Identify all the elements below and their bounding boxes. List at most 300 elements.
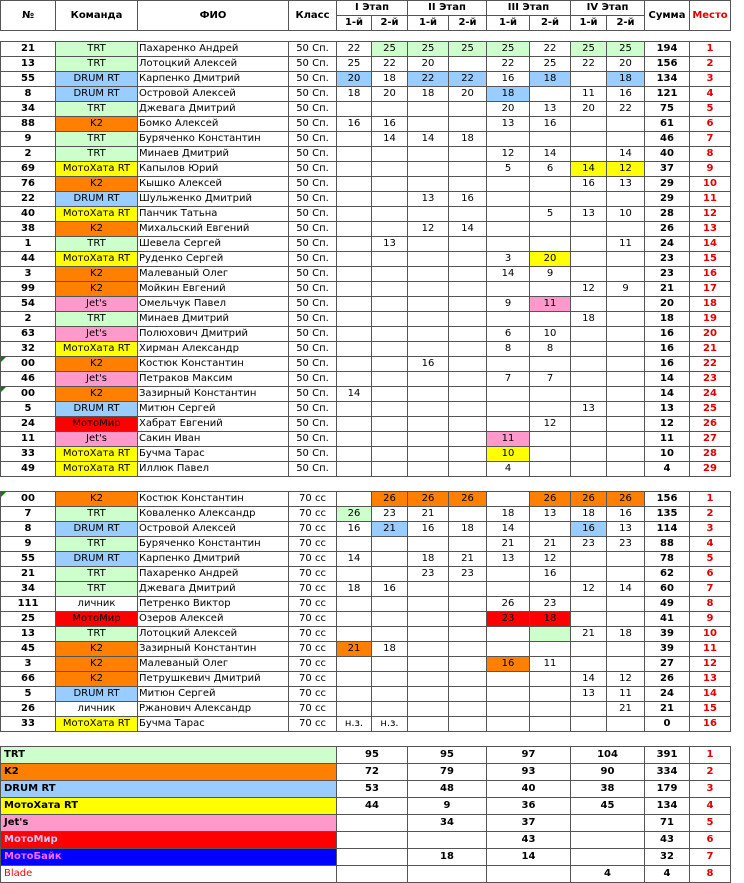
heat-score[interactable]: 12 <box>487 147 530 162</box>
rider-sum[interactable]: 75 <box>645 102 690 117</box>
heat-score[interactable]: 14 <box>571 162 607 177</box>
rider-sum[interactable]: 20 <box>645 297 690 312</box>
rider-place[interactable]: 15 <box>690 252 731 267</box>
heat-score[interactable] <box>607 402 645 417</box>
rider-sum[interactable]: 62 <box>645 567 690 582</box>
rider-team[interactable]: DRUM RT <box>56 72 138 87</box>
heat-score[interactable]: 21 <box>607 702 645 717</box>
rider-sum[interactable]: 24 <box>645 687 690 702</box>
heat-score[interactable]: 20 <box>372 87 408 102</box>
team-stage-total[interactable]: 14 <box>487 849 571 866</box>
rider-sum[interactable]: 18 <box>645 312 690 327</box>
heat-score[interactable] <box>571 717 607 732</box>
team-stage-total[interactable]: 4 <box>571 866 645 883</box>
heat-score[interactable]: 18 <box>372 642 408 657</box>
rider-sum[interactable]: 12 <box>645 417 690 432</box>
heat-score[interactable]: 16 <box>449 192 487 207</box>
rider-number[interactable]: 55 <box>1 72 56 87</box>
team-stage-total[interactable] <box>408 866 487 883</box>
rider-class[interactable]: 70 cc <box>289 657 337 672</box>
heat-score[interactable] <box>449 642 487 657</box>
rider-sum[interactable]: 134 <box>645 72 690 87</box>
heat-score[interactable] <box>530 357 571 372</box>
team-stage-total[interactable]: 36 <box>487 798 571 815</box>
rider-sum[interactable]: 78 <box>645 552 690 567</box>
rider-place[interactable]: 3 <box>690 522 731 537</box>
heat-score[interactable] <box>449 252 487 267</box>
heat-score[interactable]: 14 <box>487 267 530 282</box>
heat-score[interactable] <box>408 102 449 117</box>
heat-score[interactable] <box>571 117 607 132</box>
heat-score[interactable] <box>337 252 372 267</box>
heat-score[interactable]: 23 <box>607 537 645 552</box>
heat-score[interactable]: 16 <box>408 522 449 537</box>
rider-class[interactable]: 50 Сп. <box>289 327 337 342</box>
rider-class[interactable]: 50 Сп. <box>289 372 337 387</box>
heat-score[interactable] <box>449 717 487 732</box>
heat-score[interactable] <box>530 177 571 192</box>
heat-score[interactable]: 26 <box>607 492 645 507</box>
heat-score[interactable]: 16 <box>337 522 372 537</box>
heat-score[interactable]: 20 <box>487 102 530 117</box>
rider-number[interactable]: 13 <box>1 627 56 642</box>
heat-score[interactable]: 11 <box>530 297 571 312</box>
heat-score[interactable]: 13 <box>607 522 645 537</box>
heat-score[interactable] <box>449 462 487 477</box>
heat-score[interactable] <box>530 282 571 297</box>
heat-score[interactable] <box>449 117 487 132</box>
heat-score[interactable]: 13 <box>487 117 530 132</box>
heat-score[interactable] <box>571 417 607 432</box>
heat-score[interactable] <box>607 717 645 732</box>
heat-score[interactable]: 6 <box>487 327 530 342</box>
rider-number[interactable]: 34 <box>1 102 56 117</box>
rider-name[interactable]: Джевага Дмитрий <box>138 582 289 597</box>
heat-score[interactable]: 14 <box>408 132 449 147</box>
heat-score[interactable]: 12 <box>571 282 607 297</box>
heat-score[interactable]: 18 <box>607 627 645 642</box>
heat-score[interactable] <box>372 657 408 672</box>
heat-score[interactable]: 26 <box>372 492 408 507</box>
heat-score[interactable] <box>337 687 372 702</box>
rider-class[interactable]: 50 Сп. <box>289 267 337 282</box>
rider-place[interactable]: 9 <box>690 612 731 627</box>
heat-score[interactable]: 12 <box>530 417 571 432</box>
heat-score[interactable] <box>337 192 372 207</box>
heat-score[interactable] <box>487 177 530 192</box>
rider-sum[interactable]: 46 <box>645 132 690 147</box>
rider-team[interactable]: K2 <box>56 267 138 282</box>
rider-name[interactable]: Зазирный Константин <box>138 642 289 657</box>
rider-class[interactable]: 50 Сп. <box>289 417 337 432</box>
team-total-sum[interactable]: 179 <box>645 781 690 798</box>
heat-score[interactable] <box>449 372 487 387</box>
rider-number[interactable]: 76 <box>1 177 56 192</box>
heat-score[interactable] <box>408 237 449 252</box>
rider-name[interactable]: Коваленко Александр <box>138 507 289 522</box>
rider-team[interactable]: личник <box>56 702 138 717</box>
heat-score[interactable]: 18 <box>487 507 530 522</box>
team-total-name[interactable]: DRUM RT <box>1 781 337 798</box>
rider-place[interactable]: 14 <box>690 237 731 252</box>
rider-number[interactable]: 66 <box>1 672 56 687</box>
heat-score[interactable] <box>487 717 530 732</box>
rider-name[interactable]: Петренко Виктор <box>138 597 289 612</box>
heat-score[interactable]: 5 <box>530 207 571 222</box>
heat-score[interactable] <box>571 327 607 342</box>
heat-score[interactable] <box>449 417 487 432</box>
rider-name[interactable]: Карпенко Дмитрий <box>138 552 289 567</box>
rider-sum[interactable]: 0 <box>645 717 690 732</box>
rider-class[interactable]: 50 Сп. <box>289 282 337 297</box>
rider-name[interactable]: Озеров Алексей <box>138 612 289 627</box>
heat-score[interactable] <box>372 357 408 372</box>
heat-score[interactable] <box>408 207 449 222</box>
team-total-sum[interactable]: 391 <box>645 747 690 764</box>
rider-number[interactable]: 24 <box>1 417 56 432</box>
team-total-place[interactable]: 1 <box>690 747 731 764</box>
rider-name[interactable]: Петрушкевич Дмитрий <box>138 672 289 687</box>
rider-sum[interactable]: 114 <box>645 522 690 537</box>
heat-score[interactable] <box>607 432 645 447</box>
rider-class[interactable]: 70 cc <box>289 597 337 612</box>
heat-score[interactable]: 23 <box>408 567 449 582</box>
heat-score[interactable]: 21 <box>487 537 530 552</box>
rider-team[interactable]: МотоХата RT <box>56 462 138 477</box>
team-stage-total[interactable] <box>571 832 645 849</box>
heat-score[interactable]: 13 <box>372 237 408 252</box>
heat-score[interactable]: 26 <box>530 492 571 507</box>
heat-score[interactable] <box>530 627 571 642</box>
heat-score[interactable]: 12 <box>607 672 645 687</box>
rider-sum[interactable]: 13 <box>645 402 690 417</box>
rider-class[interactable]: 70 cc <box>289 642 337 657</box>
heat-score[interactable] <box>408 282 449 297</box>
heat-score[interactable] <box>337 612 372 627</box>
heat-score[interactable] <box>530 402 571 417</box>
rider-sum[interactable]: 194 <box>645 42 690 57</box>
team-total-name[interactable]: TRT <box>1 747 337 764</box>
rider-team[interactable]: TRT <box>56 537 138 552</box>
heat-score[interactable] <box>337 672 372 687</box>
rider-team[interactable]: TRT <box>56 507 138 522</box>
rider-place[interactable]: 3 <box>690 72 731 87</box>
heat-score[interactable] <box>408 447 449 462</box>
heat-score[interactable]: 23 <box>449 567 487 582</box>
rider-number[interactable]: 1 <box>1 237 56 252</box>
heat-score[interactable] <box>487 357 530 372</box>
rider-name[interactable]: Буряченко Константин <box>138 132 289 147</box>
heat-score[interactable] <box>408 582 449 597</box>
heat-score[interactable] <box>408 597 449 612</box>
rider-team[interactable]: МотоХата RT <box>56 717 138 732</box>
heat-score[interactable] <box>530 642 571 657</box>
rider-team[interactable]: МотоХата RT <box>56 447 138 462</box>
heat-score[interactable] <box>337 147 372 162</box>
rider-class[interactable]: 50 Сп. <box>289 177 337 192</box>
rider-class[interactable]: 70 cc <box>289 627 337 642</box>
heat-score[interactable]: 20 <box>449 87 487 102</box>
team-total-name[interactable]: МотоМир <box>1 832 337 849</box>
rider-number[interactable]: 44 <box>1 252 56 267</box>
heat-score[interactable]: 26 <box>571 492 607 507</box>
heat-score[interactable] <box>337 102 372 117</box>
rider-sum[interactable]: 29 <box>645 177 690 192</box>
heat-score[interactable] <box>607 312 645 327</box>
heat-score[interactable]: 21 <box>337 642 372 657</box>
team-total-name[interactable]: МотоХата RT <box>1 798 337 815</box>
rider-name[interactable]: Островой Алексей <box>138 522 289 537</box>
rider-place[interactable]: 18 <box>690 297 731 312</box>
rider-place[interactable]: 27 <box>690 432 731 447</box>
rider-team[interactable]: K2 <box>56 222 138 237</box>
rider-sum[interactable]: 29 <box>645 192 690 207</box>
rider-team[interactable]: TRT <box>56 42 138 57</box>
heat-score[interactable]: 12 <box>571 582 607 597</box>
rider-number[interactable]: 45 <box>1 642 56 657</box>
heat-score[interactable]: 18 <box>487 87 530 102</box>
heat-score[interactable] <box>372 177 408 192</box>
heat-score[interactable] <box>372 252 408 267</box>
rider-number[interactable]: 00 <box>1 387 56 402</box>
rider-number[interactable]: 111 <box>1 597 56 612</box>
rider-number[interactable]: 99 <box>1 282 56 297</box>
rider-name[interactable]: Полюхович Дмитрий <box>138 327 289 342</box>
heat-score[interactable] <box>408 147 449 162</box>
rider-sum[interactable]: 16 <box>645 342 690 357</box>
rider-sum[interactable]: 10 <box>645 447 690 462</box>
heat-score[interactable] <box>449 162 487 177</box>
rider-place[interactable]: 25 <box>690 402 731 417</box>
rider-name[interactable]: Омельчук Павел <box>138 297 289 312</box>
heat-score[interactable] <box>337 327 372 342</box>
heat-score[interactable] <box>487 282 530 297</box>
heat-score[interactable] <box>571 297 607 312</box>
heat-score[interactable] <box>449 582 487 597</box>
heat-score[interactable]: 6 <box>530 162 571 177</box>
heat-score[interactable] <box>449 702 487 717</box>
heat-score[interactable] <box>337 372 372 387</box>
heat-score[interactable]: 22 <box>449 72 487 87</box>
heat-score[interactable] <box>449 687 487 702</box>
heat-score[interactable] <box>408 417 449 432</box>
rider-place[interactable]: 4 <box>690 87 731 102</box>
heat-score[interactable] <box>607 372 645 387</box>
team-stage-total[interactable] <box>337 815 408 832</box>
heat-score[interactable] <box>449 57 487 72</box>
rider-class[interactable]: 50 Сп. <box>289 462 337 477</box>
team-total-sum[interactable]: 134 <box>645 798 690 815</box>
heat-score[interactable]: 14 <box>530 147 571 162</box>
heat-score[interactable]: 16 <box>487 72 530 87</box>
rider-sum[interactable]: 37 <box>645 162 690 177</box>
rider-name[interactable]: Михальский Евгений <box>138 222 289 237</box>
heat-score[interactable] <box>449 387 487 402</box>
heat-score[interactable] <box>487 132 530 147</box>
rider-number[interactable]: 54 <box>1 297 56 312</box>
heat-score[interactable] <box>408 387 449 402</box>
heat-score[interactable] <box>372 612 408 627</box>
heat-score[interactable] <box>337 177 372 192</box>
heat-score[interactable] <box>449 177 487 192</box>
heat-score[interactable]: 10 <box>530 327 571 342</box>
team-stage-total[interactable]: 48 <box>408 781 487 798</box>
heat-score[interactable] <box>530 687 571 702</box>
rider-team[interactable]: МотоХата RT <box>56 207 138 222</box>
rider-place[interactable]: 7 <box>690 132 731 147</box>
rider-place[interactable]: 24 <box>690 387 731 402</box>
heat-score[interactable] <box>408 267 449 282</box>
heat-score[interactable]: 10 <box>607 207 645 222</box>
heat-score[interactable]: 13 <box>571 207 607 222</box>
heat-score[interactable]: 11 <box>607 237 645 252</box>
rider-sum[interactable]: 39 <box>645 642 690 657</box>
team-stage-total[interactable]: 37 <box>487 815 571 832</box>
heat-score[interactable] <box>449 327 487 342</box>
rider-place[interactable]: 7 <box>690 582 731 597</box>
heat-score[interactable] <box>372 702 408 717</box>
heat-score[interactable]: 9 <box>607 282 645 297</box>
heat-score[interactable] <box>408 687 449 702</box>
team-total-place[interactable]: 5 <box>690 815 731 832</box>
rider-place[interactable]: 20 <box>690 327 731 342</box>
heat-score[interactable] <box>372 417 408 432</box>
heat-score[interactable] <box>571 252 607 267</box>
rider-name[interactable]: Панчик Татьна <box>138 207 289 222</box>
heat-score[interactable]: 20 <box>408 57 449 72</box>
heat-score[interactable] <box>372 537 408 552</box>
heat-score[interactable]: 18 <box>530 612 571 627</box>
rider-place[interactable]: 23 <box>690 372 731 387</box>
heat-score[interactable] <box>337 627 372 642</box>
rider-sum[interactable]: 16 <box>645 357 690 372</box>
heat-score[interactable]: 16 <box>530 117 571 132</box>
heat-score[interactable] <box>372 447 408 462</box>
heat-score[interactable]: 23 <box>530 597 571 612</box>
team-total-name[interactable]: Jet's <box>1 815 337 832</box>
heat-score[interactable]: н.з. <box>372 717 408 732</box>
heat-score[interactable] <box>607 657 645 672</box>
heat-score[interactable] <box>449 282 487 297</box>
rider-sum[interactable]: 11 <box>645 432 690 447</box>
rider-name[interactable]: Хирман Александр <box>138 342 289 357</box>
heat-score[interactable] <box>408 672 449 687</box>
heat-score[interactable] <box>449 507 487 522</box>
heat-score[interactable]: 18 <box>449 522 487 537</box>
heat-score[interactable]: 14 <box>337 387 372 402</box>
rider-place[interactable]: 1 <box>690 42 731 57</box>
heat-score[interactable] <box>337 297 372 312</box>
heat-score[interactable] <box>408 717 449 732</box>
heat-score[interactable] <box>607 342 645 357</box>
heat-score[interactable]: 22 <box>571 57 607 72</box>
rider-name[interactable]: Костюк Константин <box>138 492 289 507</box>
rider-name[interactable]: Иллюк Павел <box>138 462 289 477</box>
heat-score[interactable]: 25 <box>337 57 372 72</box>
rider-team[interactable]: Jet's <box>56 372 138 387</box>
team-stage-total[interactable] <box>487 866 571 883</box>
heat-score[interactable] <box>487 702 530 717</box>
heat-score[interactable] <box>487 207 530 222</box>
heat-score[interactable] <box>449 102 487 117</box>
rider-place[interactable]: 11 <box>690 192 731 207</box>
heat-score[interactable] <box>571 192 607 207</box>
rider-number[interactable]: 2 <box>1 147 56 162</box>
rider-team[interactable]: TRT <box>56 312 138 327</box>
heat-score[interactable] <box>607 327 645 342</box>
heat-score[interactable] <box>449 657 487 672</box>
team-stage-total[interactable]: 95 <box>408 747 487 764</box>
rider-class[interactable]: 70 cc <box>289 717 337 732</box>
rider-team[interactable]: K2 <box>56 657 138 672</box>
heat-score[interactable]: 22 <box>487 57 530 72</box>
rider-team[interactable]: Jet's <box>56 297 138 312</box>
team-stage-total[interactable]: 79 <box>408 764 487 781</box>
heat-score[interactable]: 23 <box>372 507 408 522</box>
team-stage-total[interactable]: 38 <box>571 781 645 798</box>
rider-class[interactable]: 50 Сп. <box>289 252 337 267</box>
rider-place[interactable]: 17 <box>690 282 731 297</box>
rider-team[interactable]: личник <box>56 597 138 612</box>
heat-score[interactable]: 21 <box>449 552 487 567</box>
heat-score[interactable] <box>372 387 408 402</box>
rider-team[interactable]: K2 <box>56 282 138 297</box>
heat-score[interactable] <box>337 342 372 357</box>
rider-place[interactable]: 22 <box>690 357 731 372</box>
team-total-place[interactable]: 7 <box>690 849 731 866</box>
rider-sum[interactable]: 23 <box>645 252 690 267</box>
heat-score[interactable]: 5 <box>487 162 530 177</box>
rider-place[interactable]: 19 <box>690 312 731 327</box>
rider-name[interactable]: Капылов Юрий <box>138 162 289 177</box>
rider-name[interactable]: Буряченко Константин <box>138 537 289 552</box>
heat-score[interactable]: 16 <box>530 567 571 582</box>
team-stage-total[interactable]: 45 <box>571 798 645 815</box>
rider-sum[interactable]: 4 <box>645 462 690 477</box>
heat-score[interactable] <box>449 297 487 312</box>
rider-class[interactable]: 50 Сп. <box>289 57 337 72</box>
heat-score[interactable] <box>571 702 607 717</box>
heat-score[interactable]: 14 <box>372 132 408 147</box>
rider-sum[interactable]: 26 <box>645 222 690 237</box>
heat-score[interactable] <box>337 357 372 372</box>
heat-score[interactable] <box>408 327 449 342</box>
rider-number[interactable]: 11 <box>1 432 56 447</box>
rider-team[interactable]: МотоХата RT <box>56 342 138 357</box>
rider-number[interactable]: 49 <box>1 462 56 477</box>
rider-class[interactable]: 70 cc <box>289 702 337 717</box>
heat-score[interactable] <box>487 672 530 687</box>
heat-score[interactable] <box>449 612 487 627</box>
team-total-place[interactable]: 3 <box>690 781 731 798</box>
rider-name[interactable]: Джевага Дмитрий <box>138 102 289 117</box>
heat-score[interactable] <box>337 492 372 507</box>
heat-score[interactable]: 10 <box>487 447 530 462</box>
rider-place[interactable]: 2 <box>690 57 731 72</box>
heat-score[interactable] <box>607 297 645 312</box>
heat-score[interactable]: 20 <box>607 57 645 72</box>
rider-team[interactable]: DRUM RT <box>56 192 138 207</box>
team-stage-total[interactable]: 53 <box>337 781 408 798</box>
rider-name[interactable]: Малеваный Олег <box>138 267 289 282</box>
heat-score[interactable] <box>337 237 372 252</box>
heat-score[interactable]: 18 <box>607 72 645 87</box>
rider-team[interactable]: TRT <box>56 582 138 597</box>
heat-score[interactable] <box>530 132 571 147</box>
rider-place[interactable]: 1 <box>690 492 731 507</box>
rider-name[interactable]: Пахаренко Андрей <box>138 42 289 57</box>
heat-score[interactable]: 9 <box>487 297 530 312</box>
